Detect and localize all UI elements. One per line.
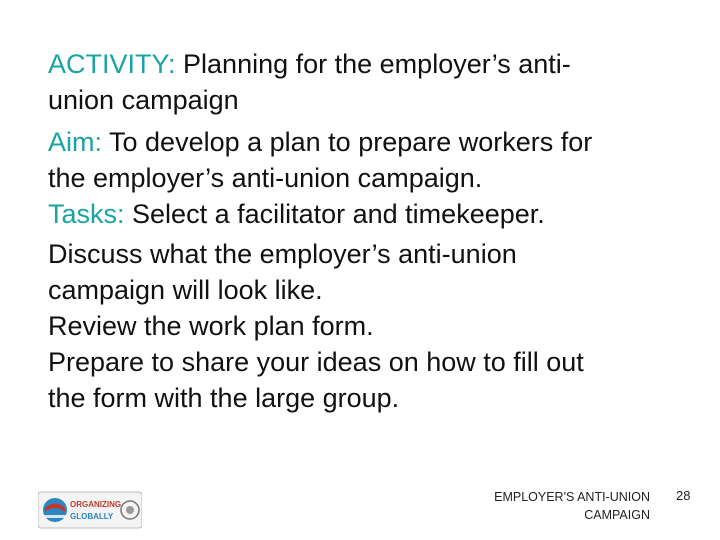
tasks-text: Select a facilitator and timekeeper. xyxy=(124,199,545,229)
footer-title-line-2: CAMPAIGN xyxy=(584,508,650,522)
activity-heading: ACTIVITY: xyxy=(48,49,176,79)
logo-text-top: ORGANIZING xyxy=(70,500,122,509)
slide-content xyxy=(48,46,688,416)
tasks-line-1 xyxy=(48,196,688,232)
logo-graphic xyxy=(38,490,142,530)
footer-title xyxy=(440,488,650,524)
aim-line-2: the employer’s anti-union campaign. xyxy=(48,163,483,193)
activity-paragraph xyxy=(48,46,688,118)
page-number: 28 xyxy=(676,488,691,503)
task-line: campaign will look like. xyxy=(48,275,323,305)
task-line: the form with the large group. xyxy=(48,383,400,413)
task-line: Discuss what the employer’s anti-union xyxy=(48,239,517,269)
activity-line-2: union campaign xyxy=(48,85,239,115)
tasks-paragraph xyxy=(48,196,688,232)
logo-text-bottom: GLOBALLY xyxy=(70,512,114,521)
footer-title-line-1: EMPLOYER'S ANTI-UNION xyxy=(494,490,650,504)
aim-heading: Aim: xyxy=(48,127,102,157)
tasks-heading: Tasks: xyxy=(48,199,125,229)
task-line: Prepare to share your ideas on how to fill out xyxy=(48,347,584,377)
aim-paragraph xyxy=(48,124,688,196)
aim-line-1 xyxy=(48,124,688,160)
activity-text: Planning for the employer’s anti- xyxy=(175,49,571,79)
aim-text: To develop a plan to prepare workers for xyxy=(102,127,593,157)
activity-line-1 xyxy=(48,46,688,82)
task-line: Review the work plan form. xyxy=(48,311,374,341)
organizing-globally-logo xyxy=(38,490,142,530)
task-list xyxy=(48,236,688,416)
